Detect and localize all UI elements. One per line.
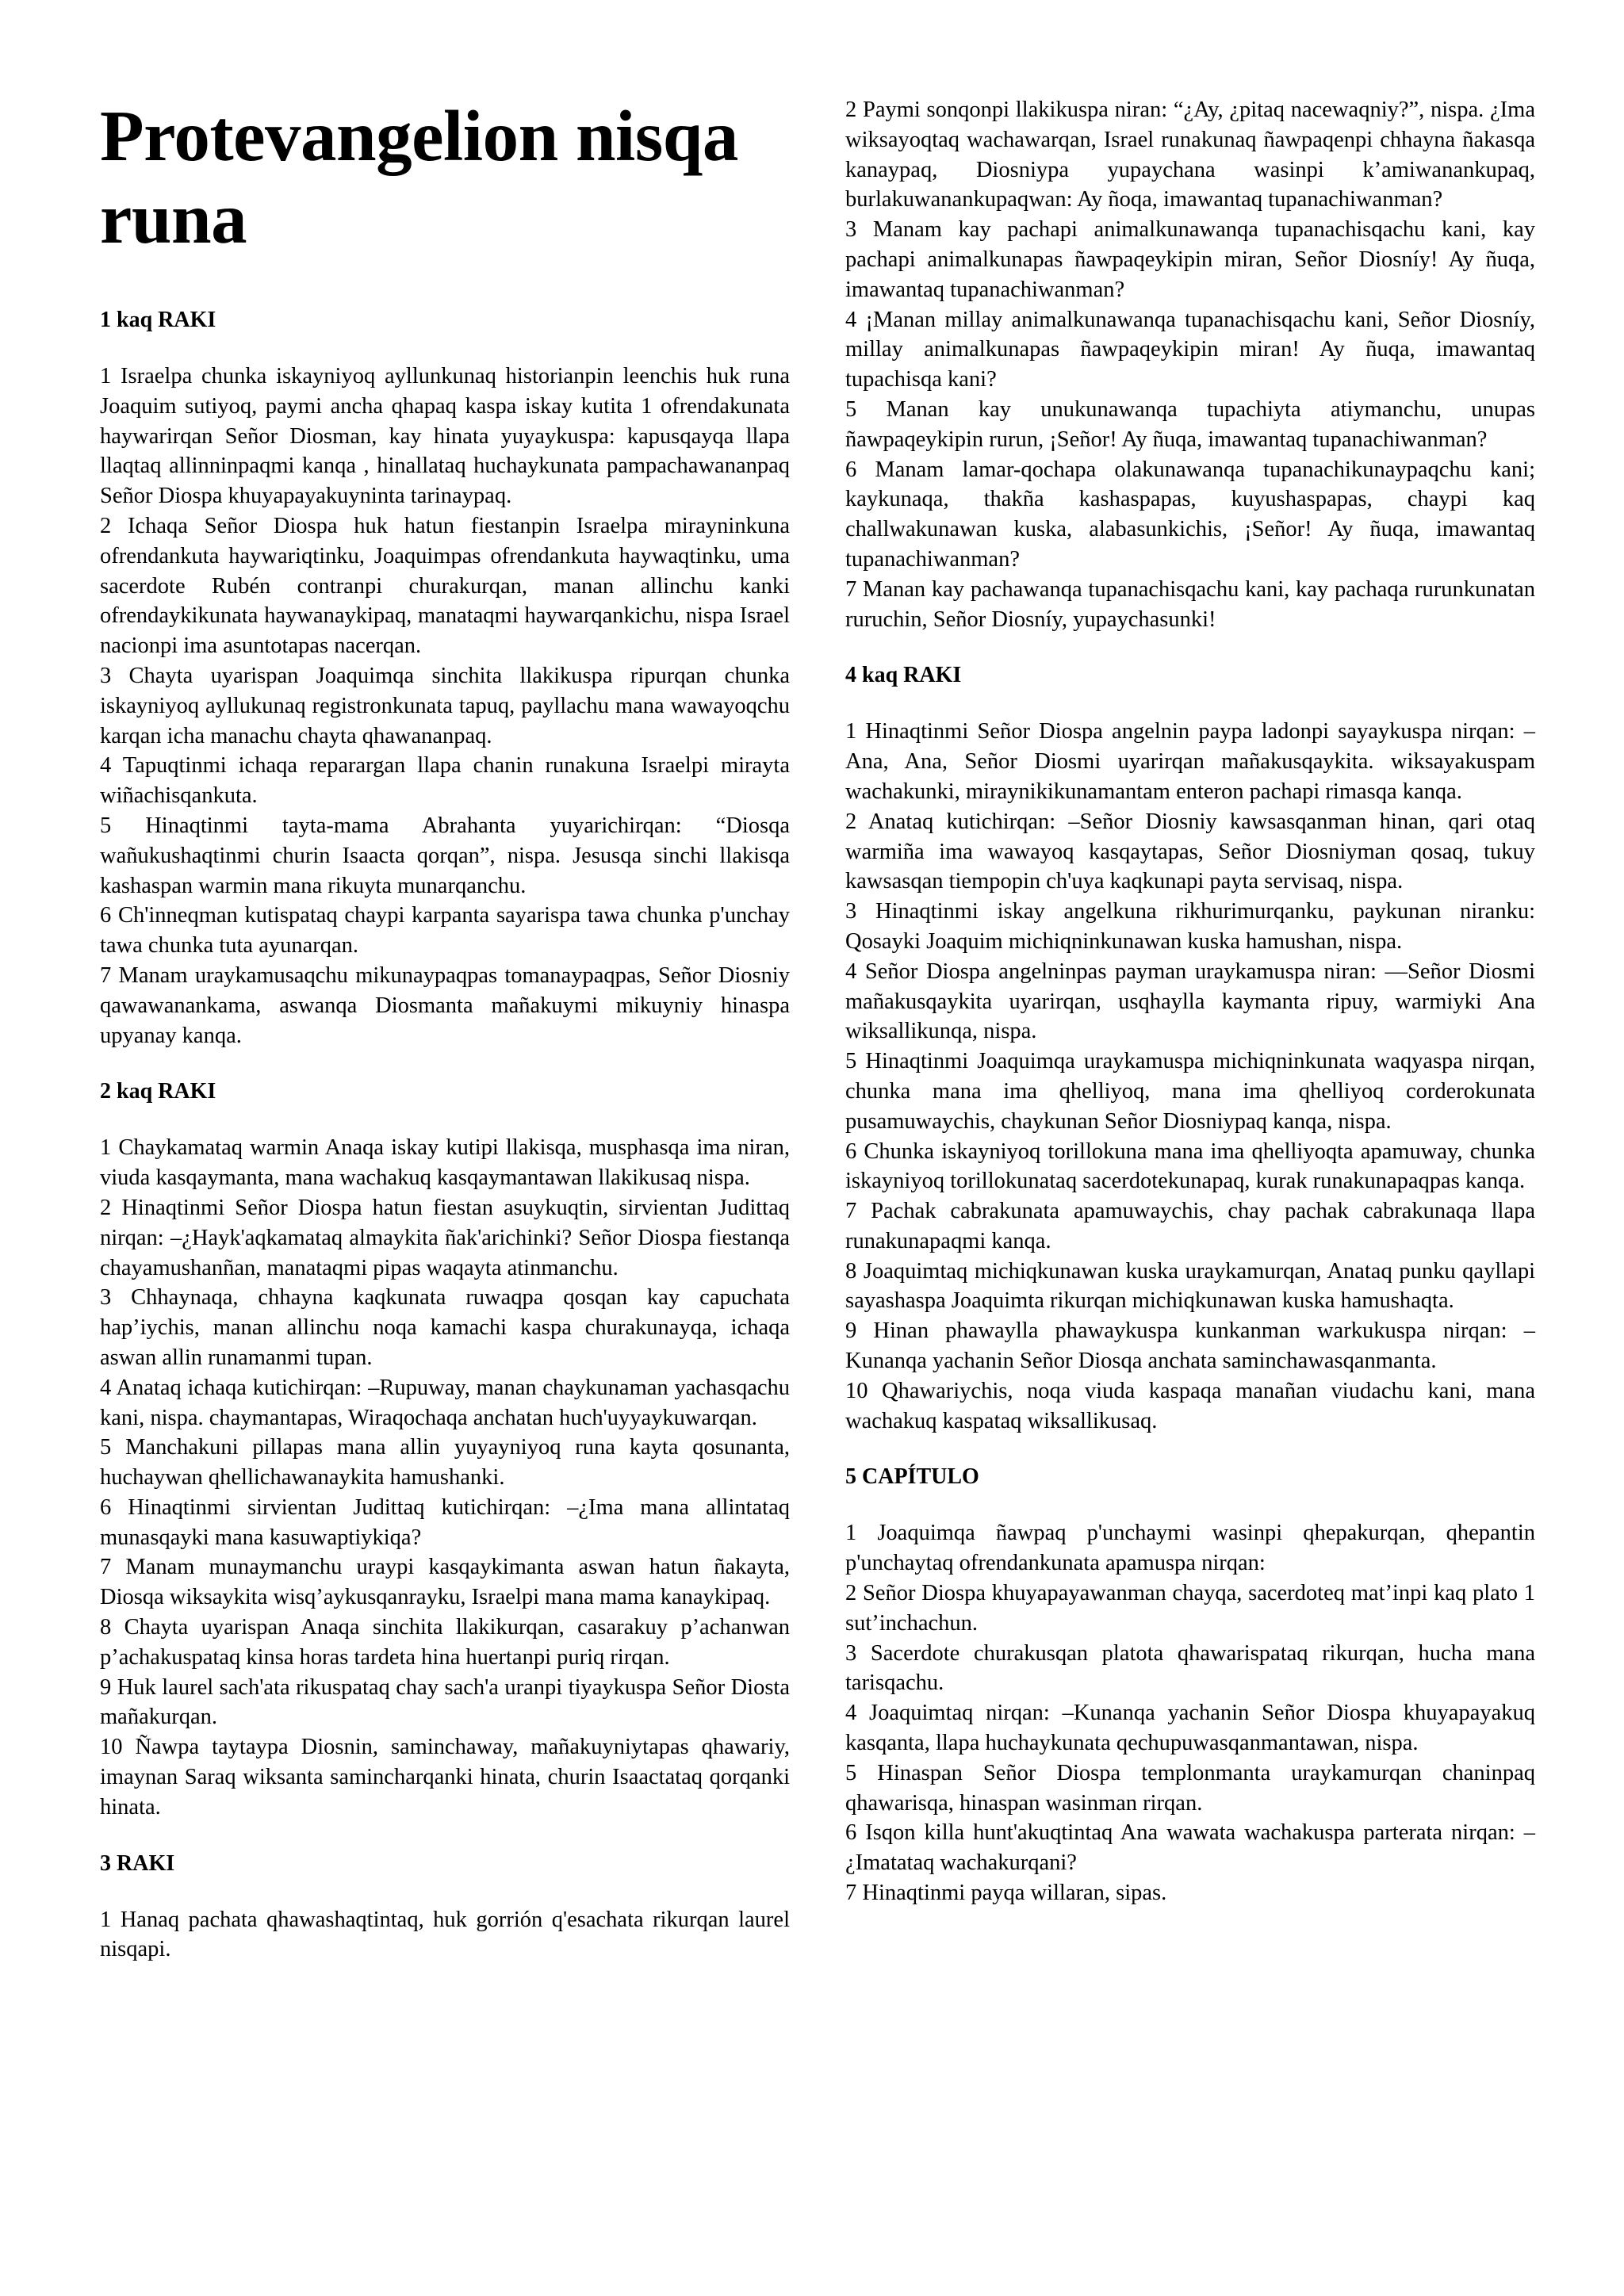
verse-paragraph: 6 Hinaqtinmi sirvientan Judittaq kutichirqan: –¿Ima mana allintataq munasqayki mana kasuwaptiykiqa?	[100, 1494, 790, 1550]
section-heading: 4 kaq RAKI	[845, 663, 962, 688]
right-column	[845, 95, 1535, 1935]
verse-paragraph: 3 Chhaynaqa, chhayna kaqkunata ruwaqpa qosqan kay capuchata hap’iychis, manan allinchu noqa kamachi kaspa churakunayqa, ichaqa aswan allin runamanmi tupan.	[100, 1285, 790, 1370]
section-body	[845, 95, 1535, 634]
verse-paragraph: 1 Chaykamataq warmin Anaqa iskay kutipi llakisqa, musphasqa ima niran, viuda kasqaymanta, mana wachakuq kasqaymantawan llakikusaq nispa.	[100, 1135, 790, 1191]
verse-paragraph: 1 Israelpa chunka iskayniyoq ayllunkunaq historianpin leenchis huk runa Joaquim sutiyoq, paymi ancha qhapaq kaspa iskay kutita 1 ofrendakunata haywarirqan Señor Diosman, kay hinata yuyaykuspa: kapusqayqa llapa llaqtaq allinninpaqmi kanqa , hinallataq huchaykunata pampachawananpaq Señor Diospa khuyapayakuyninta tarinaypaq.	[100, 364, 790, 509]
section-body	[845, 1518, 1535, 1908]
verse-paragraph: 4 Anataq ichaqa kutichirqan: –Rupuway, manan chaykunaman yachasqachu kani, nispa. chaymantapas, Wiraqochaqa anchatan huch'uyyaykuwarqan.	[100, 1375, 790, 1430]
document-title: Protevangelion nisqa runa	[100, 96, 738, 258]
section-heading: 1 kaq RAKI	[100, 308, 216, 332]
verse-paragraph: 6 Chunka iskayniyoq torillokuna mana ima qhelliyoqta apamuway, chunka iskayniyoq torillokunataq sacerdotekunapaq, kurak runakunapaqpas kanqa.	[845, 1138, 1535, 1194]
verse-paragraph: 2 Hinaqtinmi Señor Diospa hatun fiestan asuykuqtin, sirvientan Judittaq nirqan: –¿Hayk'aqkamataq almaykita ñak'arichinki? Señor Diospa fiestanqa chayamushanñan, manataqmi pipas waqayta atinmanchu.	[100, 1195, 790, 1280]
verse-paragraph: 10 Ñawpa taytaypa Diosnin, saminchaway, mañakuyniytapas qhawariy, imaynan Saraq wiksanta samincharqanki hinata, churin Isaactataq qorqanki hinata.	[100, 1735, 790, 1820]
verse-paragraph: 7 Manam uraykamusaqchu mikunaypaqpas tomanaypaqpas, Señor Diosniy qawawanankama, aswanqa Diosmanta mañakuymi mikuyniy hinaspa upyanay kanqa.	[100, 962, 790, 1048]
verse-paragraph: 4 Señor Diospa angelninpas payman uraykamuspa niran: —Señor Diosmi mañakusqaykita uyarirqan, usqhaylla kaymanta ripuy, warmiyki Ana wiksallikunqa, nispa.	[845, 959, 1535, 1044]
verse-paragraph: 1 Hinaqtinmi Señor Diospa angelnin paypa ladonpi sayaykuspa nirqan: –Ana, Ana, Señor Diosmi uyarirqan mañakusqaykita. wiksayakuspam wachakunki, miraynikikunamantam enteron pachapi rimasqa kanqa.	[845, 719, 1535, 804]
verse-paragraph: 4 ¡Manan millay animalkunawanqa tupanachisqachu kani, Señor Diosníy, millay animalkunapas ñawpaqeykipin miran! Ay ñuqa, imawantaq tupachisqa kani?	[845, 307, 1535, 392]
verse-paragraph: 7 Pachak cabrakunata apamuwaychis, chay pachak cabrakunaqa llapa runakunapaqmi kanqa.	[845, 1199, 1535, 1253]
verse-paragraph: 7 Manan kay pachawanqa tupanachisqachu kani, kay pachaqa rurunkunatan ruruchin, Señor Diosníy, yupaychasunki!	[845, 576, 1535, 632]
verse-paragraph: 2 Ichaqa Señor Diospa huk hatun fiestanpin Israelpa mirayninkuna ofrendankuta haywariqtinku, Joaquimpas ofrendankuta haywaqtinku, uma sacerdote Rubén contranpi churakurqan, manan allinchu kanki ofrendaykikunata haywanaykipaq, manataqmi haywarqankichu, nispa Israel nacionpi ima asuntotapas nacerqan.	[100, 513, 790, 659]
verse-paragraph: 5 Hinaqtinmi tayta-mama Abrahanta yuyarichirqan: “Diosqa wañukushaqtinmi churin Isaacta qorqan”, nispa. Jesusqa sinchi llakisqa kashaspan warmin mana rikuyta munarqanchu.	[100, 813, 790, 898]
verse-paragraph: 10 Qhawariychis, noqa viuda kaspaqa manañan viudachu kani, mana wachakuq kaspataq wiksallikusaq.	[845, 1378, 1535, 1433]
section-body	[100, 1905, 790, 1965]
verse-paragraph: 9 Huk laurel sach'ata rikuspataq chay sach'a uranpi tiyaykuspa Señor Diosta mañakurqan.	[100, 1674, 790, 1730]
verse-paragraph: 2 Señor Diospa khuyapayawanman chayqa, sacerdoteq mat’inpi kaq plato 1 sut’inchachun.	[845, 1581, 1535, 1636]
verse-paragraph: 1 Hanaq pachata qhawashaqtintaq, huk gorrión q'esachata rikurqan laurel nisqapi.	[100, 1907, 790, 1962]
section-body	[100, 362, 790, 1050]
section-body	[100, 1133, 790, 1822]
verse-paragraph: 1 Joaquimqa ñawpaq p'unchaymi wasinpi qhepakurqan, qhepantin p'unchaytaq ofrendankunata apamuspa nirqan:	[845, 1521, 1535, 1576]
section-heading: 2 kaq RAKI	[100, 1079, 216, 1104]
verse-paragraph: 6 Isqon killa hunt'akuqtintaq Ana wawata wachakuspa parterata nirqan: –¿Imatataq wachakurqani?	[845, 1820, 1535, 1876]
verse-paragraph: 8 Joaquimtaq michiqkunawan kuska uraykamurqan, Anataq punku qayllapi sayashaspa Joaquimta rikurqan michiqkunawan kuska hamushaqta.	[845, 1258, 1535, 1314]
verse-paragraph: 3 Hinaqtinmi iskay angelkuna rikhurimurqanku, paykunan niranku: Qosayki Joaquim michiqninkunawan kuska hamushan, nispa.	[845, 899, 1535, 954]
verse-paragraph: 6 Ch'inneqman kutispataq chaypi karpanta sayarispa tawa chunka p'unchay tawa chunka tuta ayunarqan.	[100, 903, 790, 959]
verse-paragraph: 4 Joaquimtaq nirqan: –Kunanqa yachanin Señor Diospa khuyapayakuq kasqanta, llapa huchaykunata qechupuwasqanmantawan, nispa.	[845, 1701, 1535, 1756]
verse-paragraph: 3 Sacerdote churakusqan platota qhawarispataq rikurqan, hucha mana tarisqachu.	[845, 1640, 1535, 1696]
verse-paragraph: 2 Paymi sonqonpi llakikuspa niran: “¿Ay, ¿pitaq nacewaqniy?”, nispa. ¿Ima wiksayoqtaq wachawarqan, Israel runakunaq ñawpaqenpi chhayna ñakasqa kanaypaq, Diosniypa yupaychana wasinpi k’amiwanankupaq, burlakuwanankupaqwan: Ay ñoqa, imawantaq tupanachiwanman?	[845, 98, 1535, 212]
verse-paragraph: 5 Hinaqtinmi Joaquimqa uraykamuspa michiqninkunata waqyaspa nirqan, chunka mana ima qhelliyoq, mana ima qhelliyoq corderokunata pusamuwaychis, chaykunan Señor Diosniypaq kanqa, nispa.	[845, 1049, 1535, 1134]
verse-paragraph: 8 Chayta uyarispan Anaqa sinchita llakikurqan, casarakuy p’achanwan p’achakuspataq kinsa horas tardeta hina huertanpi puriq rirqan.	[100, 1615, 790, 1670]
verse-paragraph: 7 Hinaqtinmi payqa willaran, sipas.	[845, 1881, 1167, 1906]
verse-paragraph: 4 Tapuqtinmi ichaqa reparargan llapa chanin runakuna Israelpi mirayta wiñachisqankuta.	[100, 753, 790, 809]
verse-paragraph: 9 Hinan phawaylla phawaykuspa kunkanman warkukuspa nirqan: –Kunanqa yachanin Señor Diosqa anchata saminchawasqanmanta.	[845, 1318, 1535, 1374]
verse-paragraph: 5 Manchakuni pillapas mana allin yuyayniyoq runa kayta qosunanta, huchaywan qhellichawanaykita hamushanki.	[100, 1435, 790, 1490]
section-body	[845, 717, 1535, 1436]
verse-paragraph: 5 Hinaspan Señor Diospa templonmanta uraykamurqan chaninpaq qhawarisqa, hinaspan wasinman rirqan.	[845, 1760, 1535, 1816]
section-heading: 5 CAPÍTULO	[845, 1464, 979, 1490]
verse-paragraph: 6 Manam lamar-qochapa olakunawanqa tupanachikunaypaqchu kani; kaykunaqa, thakña kashaspapas, kuyushaspapas, chaypi kaq challwakunawan kuska, alabasunkichis, ¡Señor! Ay ñuqa, imawantaq tupanachiwanman?	[845, 457, 1535, 572]
verse-paragraph: 3 Chayta uyarispan Joaquimqa sinchita llakikuspa ripurqan chunka iskayniyoq ayllukunaq registronkunata tapuq, payllachu mana wawayoqchu karqan icha manachu chayta qhawananpaq.	[100, 663, 790, 748]
section-heading: 3 RAKI	[100, 1850, 175, 1876]
verse-paragraph: 2 Anataq kutichirqan: –Señor Diosniy kawsasqanman hinan, qari otaq warmiña ima wawayoq kasqaytapas, Señor Diosniyman qosaq, tukuy kawsasqan tiempopin ch'uya kaqkunapi payta servisaq, nispa.	[845, 809, 1535, 894]
verse-paragraph: 3 Manam kay pachapi animalkunawanqa tupanachisqachu kani, kay pachapi animalkunapas ñawpaqeykipin miran, Señor Diosníy! Ay ñuqa, imawantaq tupanachiwanman?	[845, 217, 1535, 302]
left-column	[100, 95, 790, 1992]
verse-paragraph: 7 Manam munaymanchu uraypi kasqaykimanta aswan hatun ñakayta, Diosqa wiksaykita wisq’aykusqanrayku, Israelpi mana mama kanaykipaq.	[100, 1555, 790, 1610]
verse-paragraph: 5 Manan kay unukunawanqa tupachiyta atiymanchu, unupas ñawpaqeykipin rurun, ¡Señor! Ay ñuqa, imawantaq tupanachiwanman?	[845, 396, 1535, 452]
